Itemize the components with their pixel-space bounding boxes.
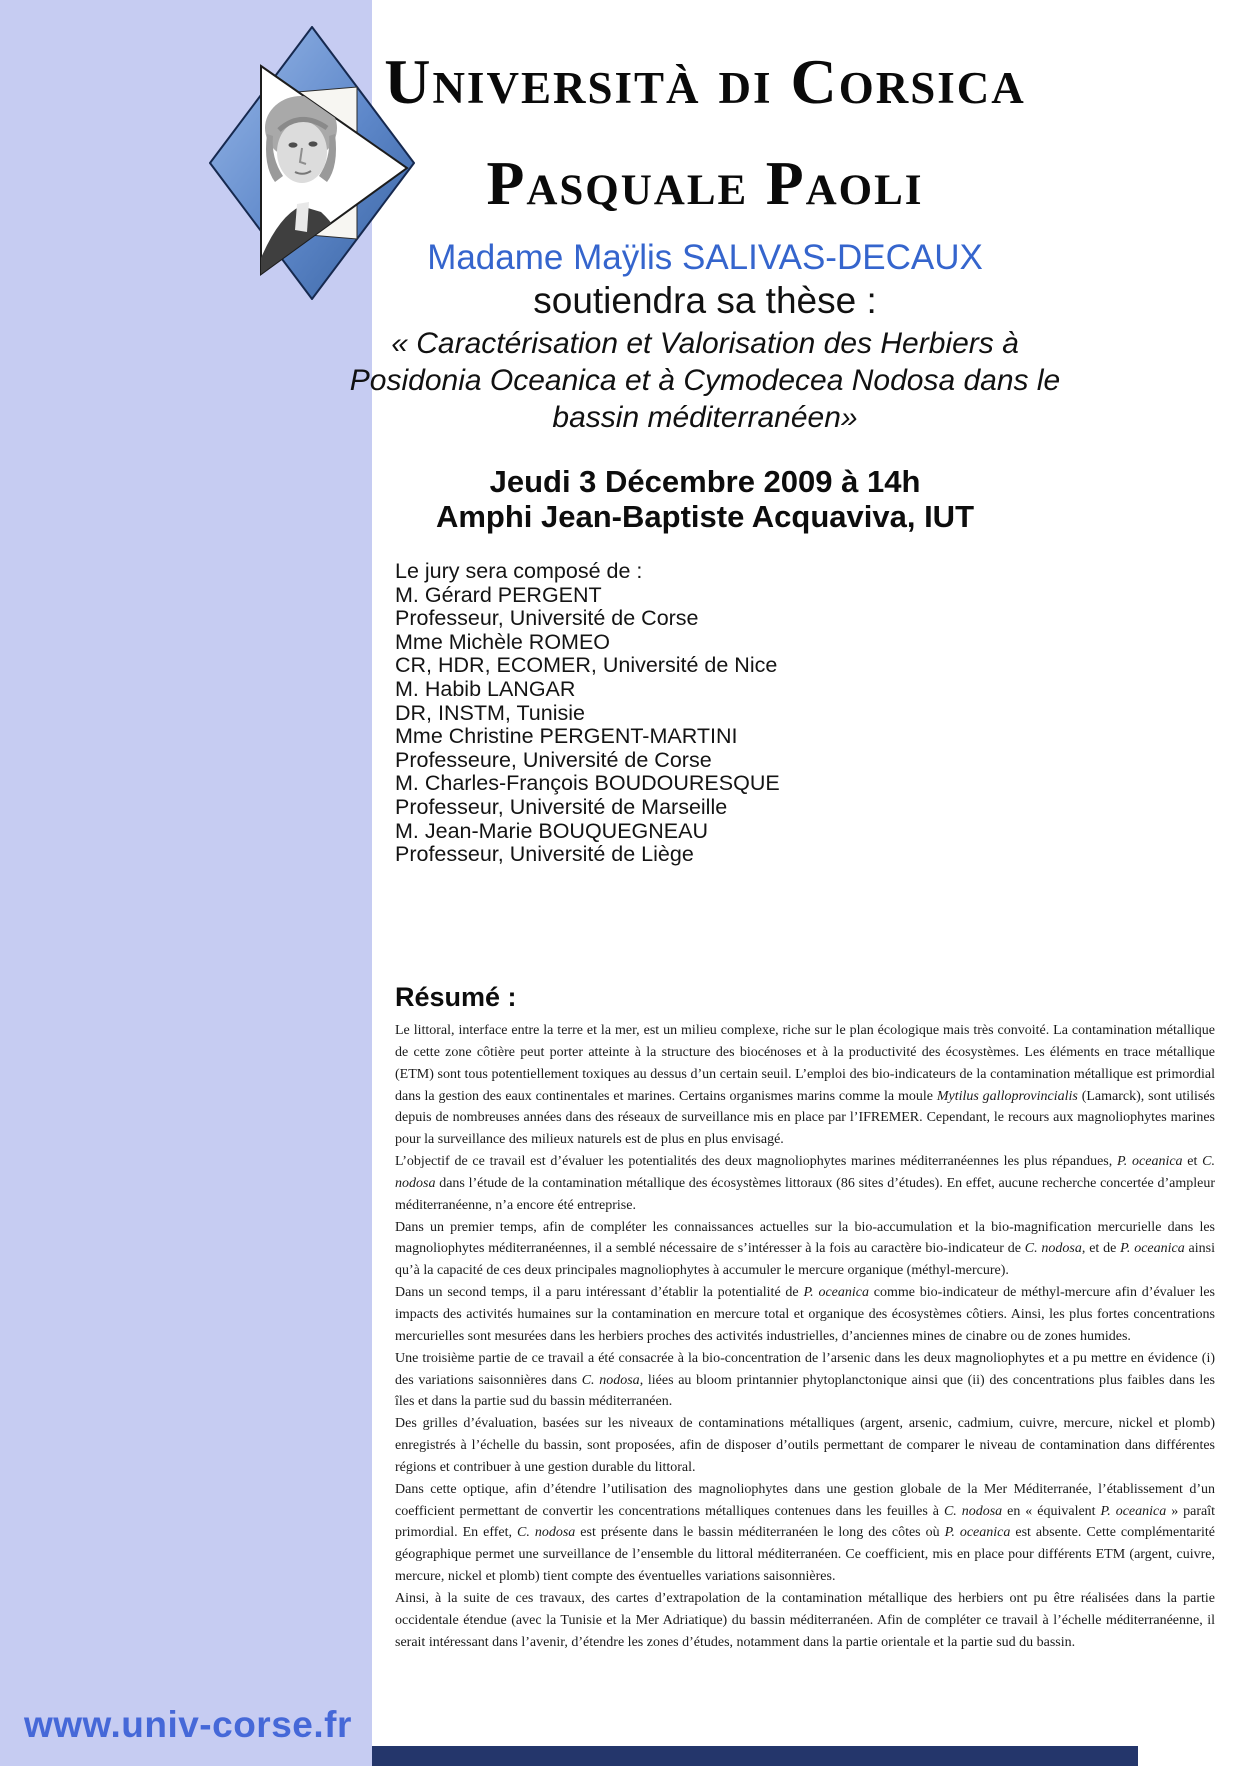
jury-member-title: Professeure, Université de Corse — [395, 747, 712, 772]
candidate-name: Madame Maÿlis SALIVAS-DECAUX — [427, 238, 983, 277]
resume-paragraph: L’objectif de ce travail est d’évaluer les potentialités des deux magnoliophytes marines méditerranéennes les plus répandues, P. oceanica et C. nodosa dans l’étude de la contamination métallique des écosystèmes littoraux (86 sites d’études). En effet, aucune recherche concertée d’ampleur méditerranéenne, n’a encore été entreprise. — [395, 1154, 1215, 1213]
jury-member-title: CR, HDR, ECOMER, Université de Nice — [395, 653, 778, 678]
jury-member-title: DR, INSTM, Tunisie — [395, 700, 585, 725]
resume-paragraph: Ainsi, à la suite de ces travaux, des cartes d’extrapolation de la contamination métallique des herbiers ont pu être réalisées dans la partie occidentale étendue (avec la Tunisie et la Mer Adriatique) du bassin méditerranéen. Afin de compléter ce travail à l’échelle méditerranéenne, il serait intéressant dans l’avenir, d’étendre les zones d’études, notamment dans la partie orientale et la partie sud du bassin. — [395, 1590, 1215, 1650]
jury-member-name: M. Jean-Marie BOUQUEGNEAU — [395, 818, 709, 843]
resume-paragraph: Dans un second temps, il a paru intéressant d’établir la potentialité de P. oceanica comme bio-indicateur de méthyl-mercure afin d’évaluer les impacts des activités humaines sur la contamination en mercure total et organique des écosystèmes côtiers. Ainsi, les plus fortes concentrations mercurielles sont mesurées dans les herbiers proches des activités industrielles, d’anciennes mines de cinabre ou de zones humides. — [395, 1285, 1215, 1344]
defense-date: Jeudi 3 Décembre 2009 à 14h — [489, 464, 921, 499]
defense-action-text: soutiendra sa thèse : — [533, 280, 877, 321]
defense-location: Amphi Jean-Baptiste Acquaviva, IUT — [435, 499, 975, 534]
university-name-line2: Pasquale Paoli — [486, 150, 924, 218]
footer-bar — [372, 1746, 1138, 1766]
resume-paragraph: Dans cette optique, afin d’étendre l’utilisation des magnoliophytes dans une gestion globale de la Mer Méditerranée, l’établissement d’un coefficient permettant de convertir les concentrations métalliques contenues dans les feuilles à C. nodosa en « équivalent P. oceanica » paraît primordial. En effet, C. nodosa est présente dans le bassin méditerranéen le long des côtes où P. oceanica est absente. Cette complémentarité géographique permet une surveillance de l’ensemble du littoral méditerranéen. Ce coefficient, mis en place pour différents ETM (argent, cuivre, mercure, nickel et plomb) tient compte des éventuelles variations saisonnières. — [395, 1481, 1216, 1585]
resume-heading: Résumé : — [395, 982, 517, 1012]
jury-intro: Le jury sera composé de : — [395, 559, 643, 583]
jury-member-name: M. Gérard PERGENT — [395, 582, 602, 607]
jury-member-title: Professeur, Université de Corse — [395, 606, 699, 631]
jury-member-title: Professeur, Université de Marseille — [395, 794, 728, 819]
jury-member-title: Professeur, Université de Liège — [395, 842, 694, 867]
resume-paragraph: Dans un premier temps, afin de compléter les connaissances actuelles sur la bio-accumulation et la bio-magnification mercurielle dans les magnoliophytes méditerranéennes, il a semblé nécessaire de s’intéresser à la fois au caractère bio-indicateur de C. nodosa, et de P. oceanica ainsi qu’à la capacité de ces deux principales magnoliophytes à accumuler le mercure organique (méthyl-mercure). — [395, 1219, 1215, 1279]
jury-list — [395, 560, 1095, 867]
resume-paragraph: Le littoral, interface entre la terre et la mer, est un milieu complexe, riche sur le plan écologique mais très convoité. La contamination métallique de cette zone côtière peut porter atteinte à la structure des biocénoses et à la productivité des écosystèmes. Les éléments en trace métallique (ETM) sont tous potentiellement toxiques au dessus d’un certain seuil. L’emploi des bio-indicateurs de la contamination métallique est primordial dans la gestion des eaux continentales et marines. Certains organismes marins comme la moule Mytilus galloprovincialis (Lamarck), sont utilisés depuis de nombreuses années dans des réseaux de surveillance mis en place par l’IFREMER. Cependant, le recours aux magnoliophytes marines pour la surveillance des milieux naturels est de plus en plus envisagé. — [395, 1023, 1216, 1148]
jury-member-name: M. Habib LANGAR — [395, 676, 576, 701]
website-link[interactable]: www.univ-corse.fr — [24, 1704, 352, 1745]
jury-member-name: Mme Christine PERGENT-MARTINI — [395, 724, 738, 749]
thesis-title — [325, 325, 1085, 436]
resume-paragraph: Une troisième partie de ce travail a été consacrée à la bio-concentration de l’arsenic dans les deux magnoliophytes et a pu mettre en évidence (i) des variations saisonnières dans C. nodosa, liées au bloom printannier phytoplanctonique ainsi que (ii) des concentrations plus faibles dans les îles et dans la partie sud du bassin méditerranéen. — [395, 1350, 1215, 1410]
resume-paragraphs — [395, 1020, 1215, 1653]
resume-paragraph: Des grilles d’évaluation, basées sur les niveaux de contaminations métalliques (argent, arsenic, cadmium, cuivre, mercure, nickel et plomb) enregistrés à l’échelle du bassin, sont proposées, afin de disposer d’outils permettant de comparer le niveau de contamination dans différentes régions et contribuer à une gestion durable du littoral. — [395, 1416, 1215, 1475]
thesis-title-text: « Caractérisation et Valorisation des Herbiers à Posidonia Oceanica et à Cymodecea Nodosa dans le bassin méditerranéen» — [349, 327, 1061, 434]
jury-members — [395, 584, 1095, 867]
university-name-line1: Università di Corsica — [384, 46, 1026, 117]
jury-member-name: Mme Michèle ROMEO — [395, 629, 611, 654]
jury-member-name: M. Charles-François BOUDOURESQUE — [395, 771, 780, 796]
resume-text — [395, 1020, 1215, 1653]
